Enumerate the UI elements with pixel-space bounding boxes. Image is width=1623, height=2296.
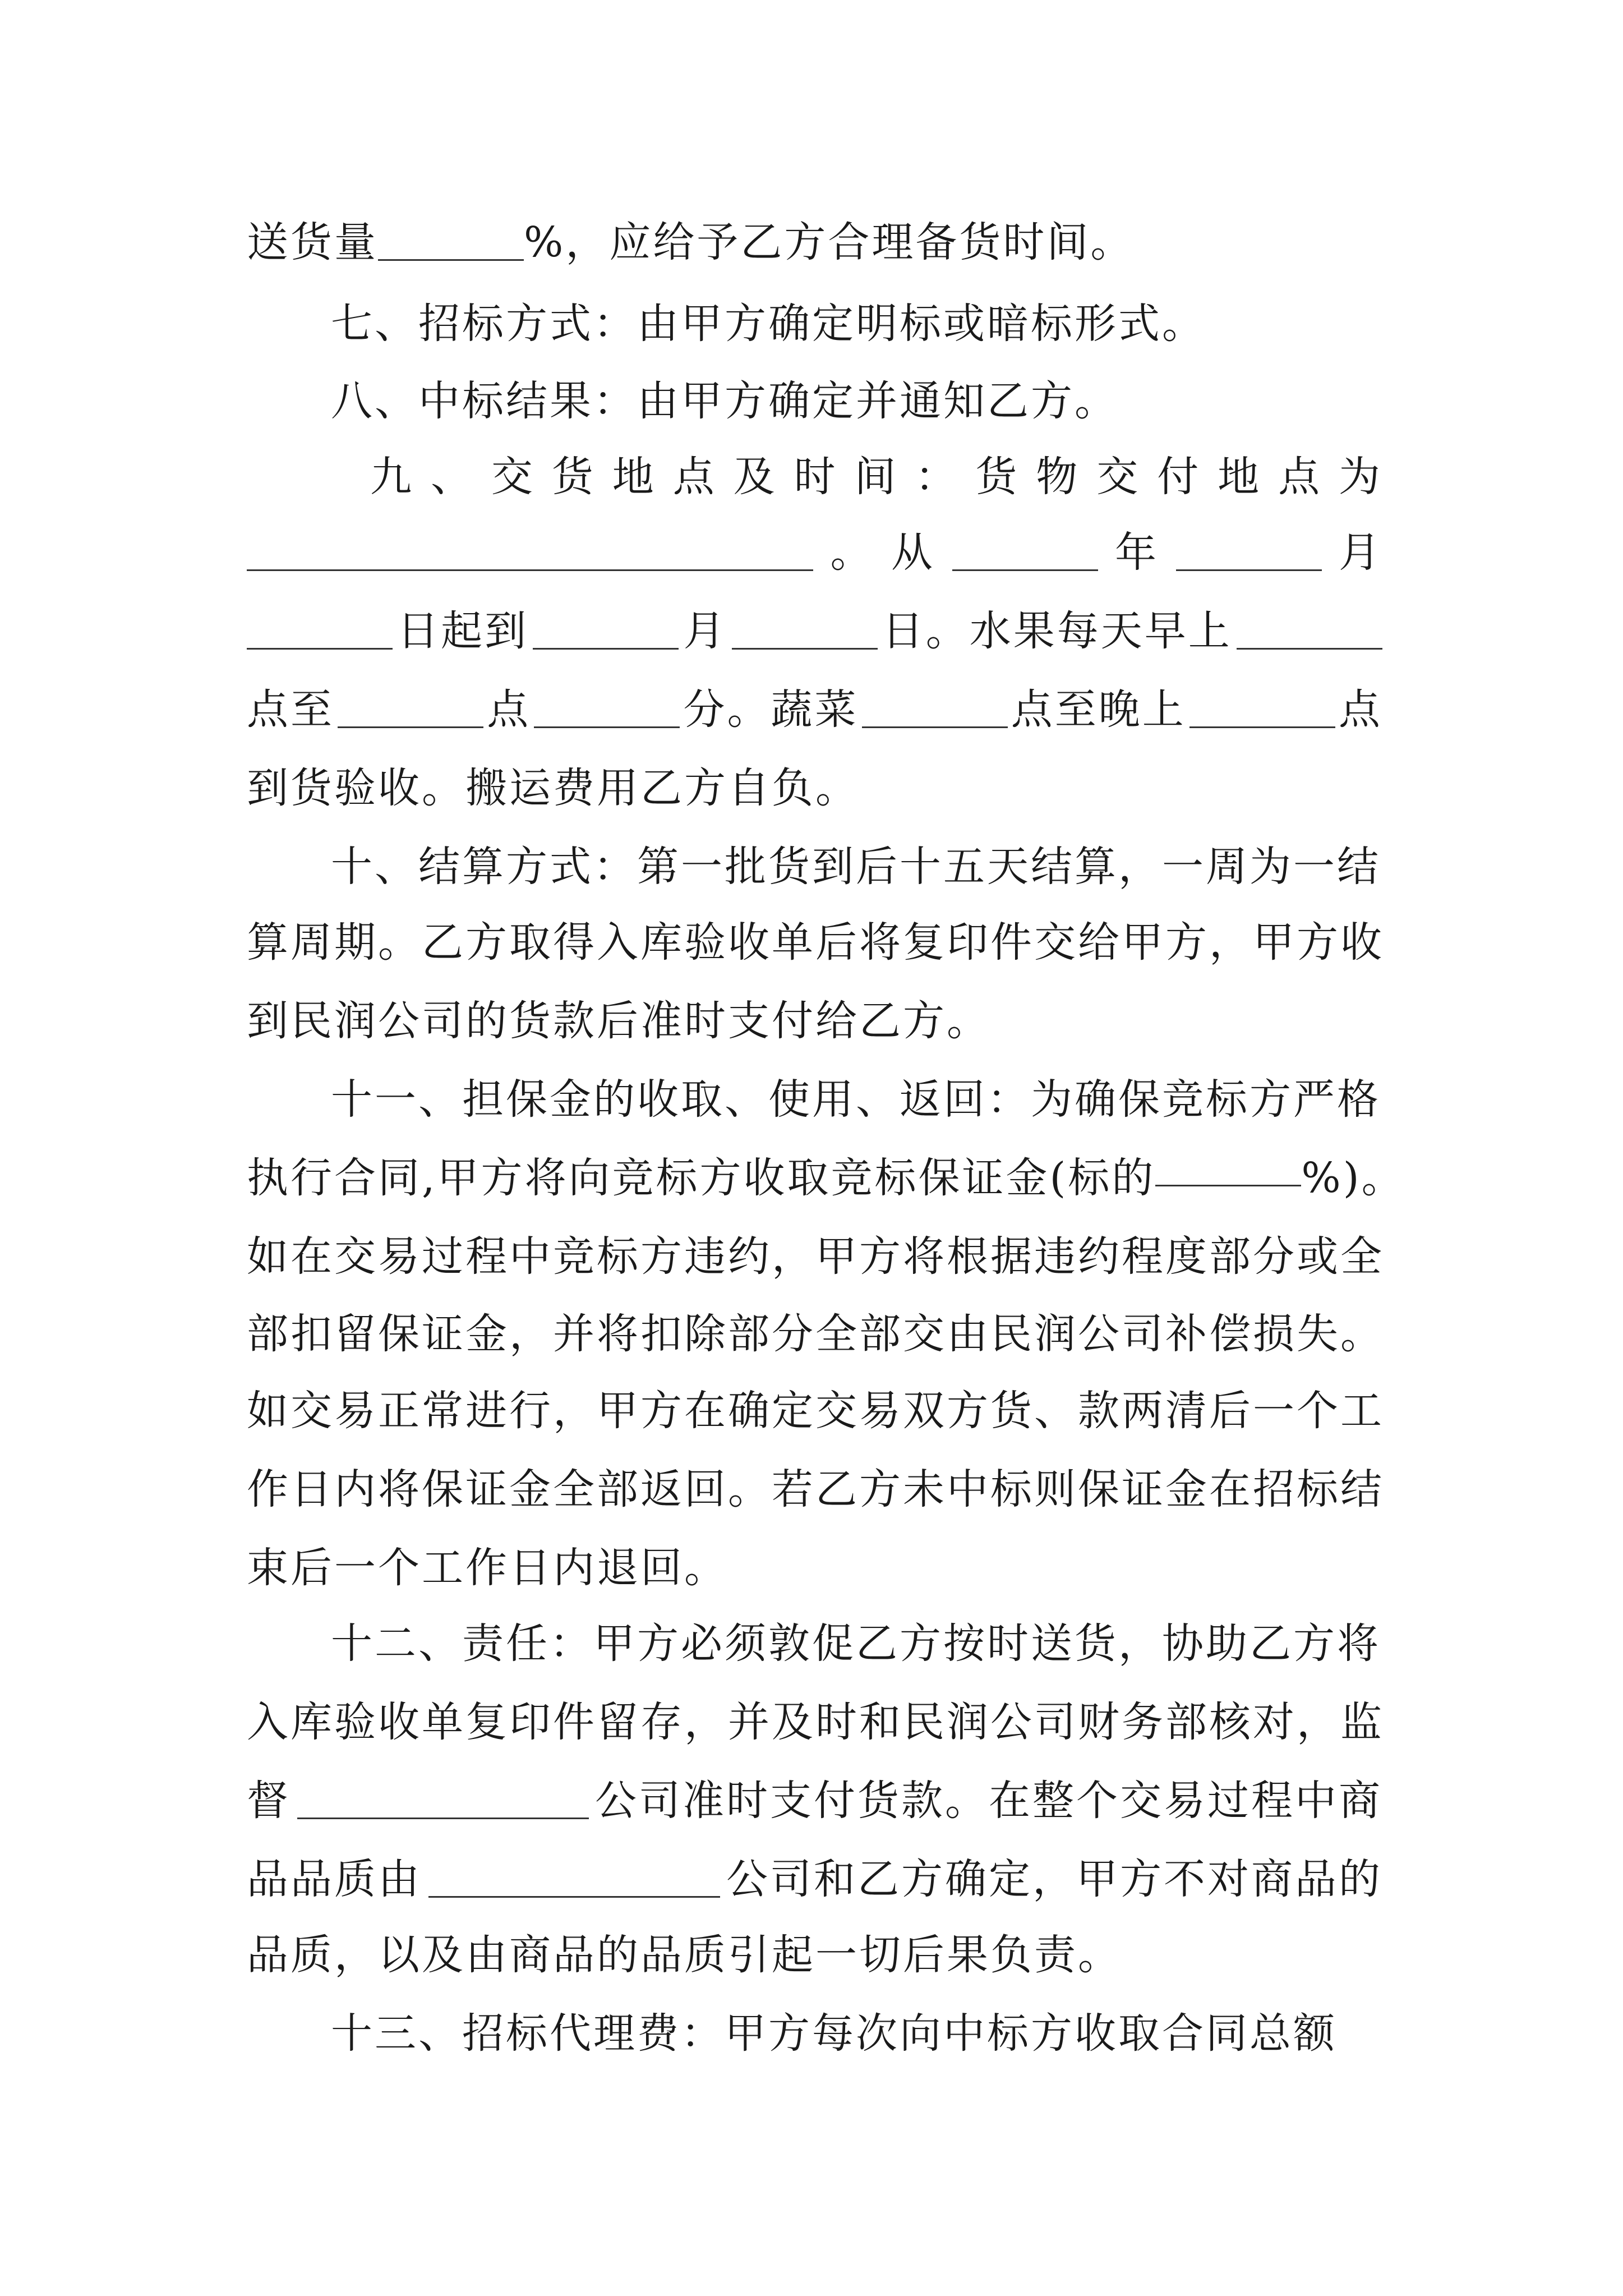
text-line bbox=[247, 1767, 1382, 1834]
text-line bbox=[247, 1456, 1382, 1523]
text-char: 交 bbox=[491, 453, 535, 501]
text-segment: %)。 bbox=[1301, 1154, 1405, 1202]
text-segment: 十二、责任：甲方必须敦促乙方按时送货，协助乙方将 bbox=[331, 1619, 1381, 1668]
text-char: 时 bbox=[794, 453, 838, 501]
text-char: 、 bbox=[430, 453, 474, 501]
text-segment: 作日内将保证金全部返回。若乙方未中标则保证金在招标结 bbox=[247, 1465, 1384, 1513]
fill-in-blank bbox=[1237, 613, 1382, 650]
text-segment: 送货量 bbox=[247, 218, 378, 266]
fill-in-blank bbox=[1189, 692, 1335, 728]
text-segment: 入库验收单复印件留存，并及时和民润公司财务部核对，监 bbox=[247, 1698, 1384, 1746]
text-segment: 点 bbox=[1339, 685, 1382, 734]
clause-heading bbox=[331, 833, 1382, 900]
text-char: 货 bbox=[975, 453, 1020, 501]
text-char: 地 bbox=[1218, 453, 1262, 501]
text-segment: 十三、招标代理费：甲方每次向中标方收取合同总额 bbox=[331, 2009, 1337, 2058]
text-segment: 从 bbox=[891, 528, 935, 577]
fill-in-blank bbox=[862, 692, 1008, 728]
text-line bbox=[247, 1377, 1382, 1444]
text-segment: %，应给予乙方合理备货时间。 bbox=[524, 218, 1135, 266]
text-line bbox=[247, 1300, 1413, 1368]
fill-in-blank bbox=[952, 535, 1098, 571]
text-line bbox=[247, 1534, 1382, 1602]
text-segment: 如交易正常进行，甲方在确定交易双方货、款两清后一个工 bbox=[247, 1387, 1384, 1435]
text-char: 付 bbox=[1157, 453, 1201, 501]
text-line bbox=[247, 1688, 1382, 1756]
clause-heading bbox=[331, 367, 1382, 435]
text-line bbox=[247, 987, 1382, 1055]
text-segment: 十、结算方式：第一批货到后十五天结算，一周为一结 bbox=[331, 843, 1381, 891]
clause-heading bbox=[331, 2000, 1382, 2067]
text-segment: 分。蔬菜 bbox=[683, 685, 859, 734]
text-char: 点 bbox=[1278, 453, 1322, 501]
text-segment: 点 bbox=[487, 685, 531, 734]
text-segment: 执行合同,甲方将向竞标方收取竞标保证金(标的 bbox=[247, 1154, 1156, 1202]
text-segment: 品品质由 bbox=[247, 1855, 422, 1903]
text-segment: 部扣留保证金，并将扣除部分全部交由民润公司补偿损失。 bbox=[247, 1310, 1384, 1358]
fill-in-blank bbox=[732, 613, 878, 650]
text-char: 间 bbox=[854, 453, 898, 501]
text-char: 点 bbox=[672, 453, 717, 501]
text-segment: 七、招标方式：由甲方确定明标或暗标形式。 bbox=[331, 300, 1206, 348]
text-line bbox=[247, 1921, 1382, 1989]
text-line bbox=[247, 209, 1135, 276]
clause-heading bbox=[331, 290, 1382, 357]
fill-in-blank bbox=[378, 224, 524, 261]
text-char: 九 bbox=[370, 453, 414, 501]
text-line bbox=[247, 1846, 1382, 1913]
fill-in-blank bbox=[338, 692, 483, 728]
text-char: 物 bbox=[1036, 453, 1080, 501]
text-line bbox=[247, 597, 1382, 665]
text-segment: 年 bbox=[1115, 528, 1159, 577]
fill-in-blank bbox=[1176, 535, 1322, 571]
text-segment: 公司和乙方确定，甲方不对商品的 bbox=[726, 1855, 1382, 1903]
text-segment: 十一、担保金的收取、使用、返回：为确保竞标方严格 bbox=[331, 1075, 1381, 1124]
fill-in-blank bbox=[247, 535, 813, 571]
text-segment: 算周期。乙方取得入库验收单后将复印件交给甲方，甲方收 bbox=[247, 918, 1384, 967]
clause-heading bbox=[331, 1066, 1382, 1133]
text-char: 货 bbox=[551, 453, 596, 501]
text-line bbox=[247, 676, 1382, 743]
text-segment: 日。水果每天早上 bbox=[882, 607, 1232, 655]
text-segment: 月 bbox=[683, 607, 727, 655]
text-segment: 月 bbox=[1339, 528, 1382, 577]
text-line bbox=[247, 519, 1382, 586]
text-segment: 品质，以及由商品的品质引起一切后果负责。 bbox=[247, 1931, 1122, 1979]
text-line bbox=[247, 1144, 1413, 1212]
text-segment: 公司准时支付货款。在整个交易过程中商 bbox=[595, 1777, 1382, 1825]
text-segment: 督 bbox=[247, 1777, 291, 1825]
text-char: 为 bbox=[1339, 453, 1382, 501]
text-char: ： bbox=[915, 453, 959, 501]
text-char: 地 bbox=[612, 453, 656, 501]
text-line bbox=[370, 443, 1382, 510]
text-line bbox=[247, 1223, 1382, 1290]
text-segment: 束后一个工作日内退回。 bbox=[247, 1544, 728, 1592]
fill-in-blank bbox=[428, 1861, 720, 1898]
fill-in-blank bbox=[297, 1783, 589, 1819]
text-segment: 。 bbox=[830, 528, 874, 577]
text-line bbox=[247, 754, 1382, 822]
text-segment: 八、中标结果：由甲方确定并通知乙方。 bbox=[331, 377, 1118, 425]
fill-in-blank bbox=[534, 692, 680, 728]
text-segment: 到货验收。搬运费用乙方自负。 bbox=[247, 764, 859, 812]
fill-in-blank bbox=[533, 613, 679, 650]
text-segment: 到民润公司的货款后准时支付给乙方。 bbox=[247, 997, 990, 1045]
text-char: 交 bbox=[1096, 453, 1141, 501]
text-line bbox=[247, 909, 1382, 976]
fill-in-blank bbox=[1155, 1150, 1301, 1186]
clause-heading bbox=[331, 1610, 1382, 1677]
text-segment: 点至 bbox=[247, 685, 334, 734]
text-segment: 日起到 bbox=[397, 607, 529, 655]
text-char: 及 bbox=[733, 453, 777, 501]
text-segment: 点至晚上 bbox=[1011, 685, 1186, 734]
fill-in-blank bbox=[247, 613, 393, 650]
text-segment: 如在交易过程中竞标方违约，甲方将根据违约程度部分或全 bbox=[247, 1232, 1384, 1281]
